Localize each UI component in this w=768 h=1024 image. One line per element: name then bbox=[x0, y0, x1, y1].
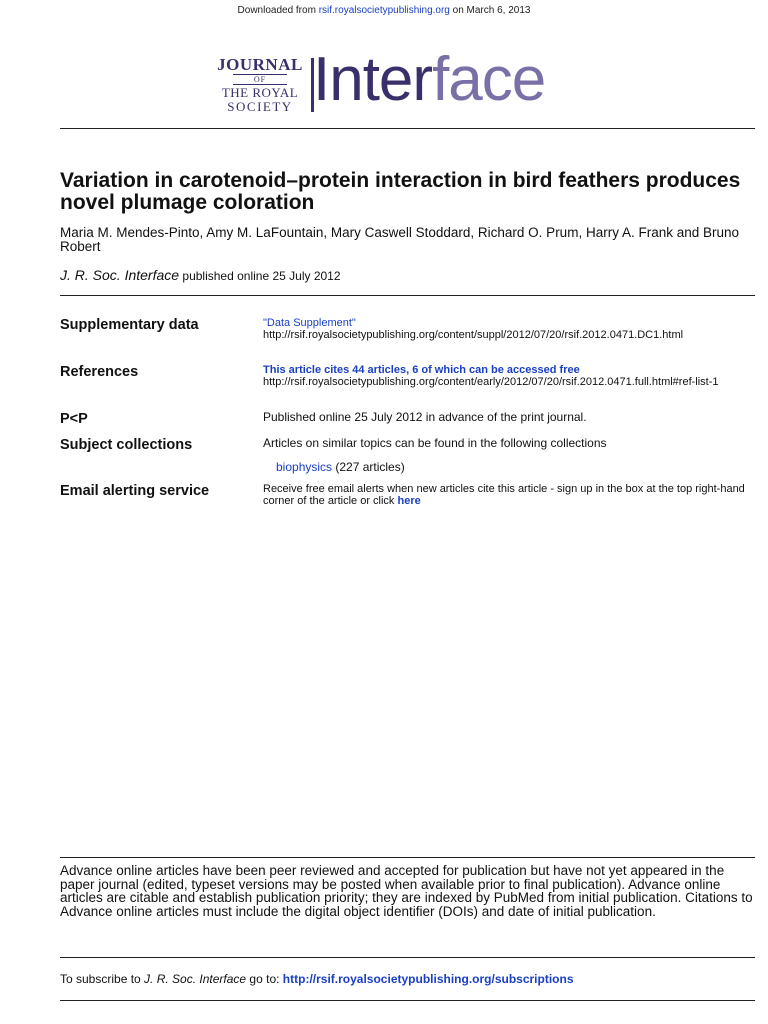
footer-divider-bottom bbox=[60, 1000, 755, 1001]
email-alert-label: Email alerting service bbox=[60, 483, 210, 499]
references-content bbox=[263, 364, 758, 388]
biophysics-count: (227 articles) bbox=[332, 460, 405, 474]
journal-name: J. R. Soc. Interface bbox=[60, 267, 180, 283]
data-supplement-link[interactable]: "Data Supplement" bbox=[263, 317, 356, 329]
subscribe-prefix: To subscribe to bbox=[60, 972, 145, 986]
biophysics-link[interactable]: biophysics bbox=[276, 460, 333, 474]
download-notice-prefix: Downloaded from bbox=[237, 5, 319, 16]
metadata-divider bbox=[60, 295, 755, 296]
logo-line-society: SOCIETY bbox=[227, 99, 293, 114]
subscribe-line bbox=[60, 972, 574, 986]
download-notice bbox=[0, 5, 768, 16]
plp-label: P<P bbox=[60, 411, 88, 427]
journal-logo bbox=[215, 45, 605, 116]
supplement-url[interactable]: http://rsif.royalsocietypublishing.org/content/suppl/2012/07/20/rsif.2012.0471.DC1.html bbox=[263, 329, 684, 341]
supplementary-data-content bbox=[263, 317, 758, 341]
publication-date: published online 25 July 2012 bbox=[179, 269, 341, 283]
article-authors: Maria M. Mendes-Pinto, Amy M. LaFountain, Mary Caswell Stoddard, Richard O. Prum, Harry A. Frank and Bruno Robert bbox=[60, 225, 740, 254]
subject-collection-item bbox=[276, 460, 405, 474]
download-notice-suffix: on March 6, 2013 bbox=[449, 5, 531, 16]
email-alert-content bbox=[263, 483, 758, 507]
email-alert-text: Receive free email alerts when new articles cite this article - sign up in the box at the top right-hand corner of the article or click bbox=[263, 483, 745, 507]
wordmark-inter: Inter bbox=[313, 45, 433, 114]
article-title: Variation in carotenoid–protein interaction in bird feathers produces novel plumage coloration bbox=[60, 169, 741, 214]
subject-collections-text: Articles on similar topics can be found in the following collections bbox=[263, 436, 607, 450]
subscribe-mid: go to: bbox=[246, 972, 283, 986]
download-site-link[interactable]: rsif.royalsocietypublishing.org bbox=[318, 5, 450, 16]
plp-text: Published online 25 July 2012 in advance of the print journal. bbox=[263, 410, 587, 424]
footer-divider-middle bbox=[60, 957, 755, 958]
footer-divider-top bbox=[60, 857, 755, 858]
subscribe-link[interactable]: http://rsif.royalsocietypublishing.org/subscriptions bbox=[282, 972, 574, 986]
logo-line-journal: JOURNAL bbox=[217, 55, 303, 74]
publication-line bbox=[60, 267, 341, 283]
subscribe-journal: J. R. Soc. Interface bbox=[144, 972, 247, 986]
logo-line-the-royal: THE ROYAL bbox=[221, 85, 299, 100]
header-divider bbox=[60, 128, 755, 129]
royal-society-wordmark bbox=[215, 56, 305, 114]
subject-collections-label: Subject collections bbox=[60, 437, 193, 453]
wordmark-face: face bbox=[432, 45, 546, 114]
email-alert-here-link[interactable]: here bbox=[397, 495, 421, 507]
references-url[interactable]: http://rsif.royalsocietypublishing.org/content/early/2012/07/20/rsif.2012.0471.full.html#ref-list-1 bbox=[263, 376, 719, 388]
interface-wordmark bbox=[313, 46, 545, 114]
supplementary-data-label: Supplementary data bbox=[60, 317, 199, 333]
advance-online-note: Advance online articles have been peer reviewed and accepted for publication but have not yet appeared in the paper journal (edited, typeset versions may be posted when available prior to final publication). Advance online articles are citable and establish publication priority; they are indexed by PubMed from initial publication. Citations to Advance online articles must include the digital object identifier (DOIs) and date of initial publication. bbox=[60, 863, 753, 919]
references-cites-link[interactable]: This article cites 44 articles, 6 of which can be accessed free bbox=[263, 364, 580, 376]
references-label: References bbox=[60, 364, 139, 380]
logo-line-of: OF bbox=[233, 74, 287, 85]
